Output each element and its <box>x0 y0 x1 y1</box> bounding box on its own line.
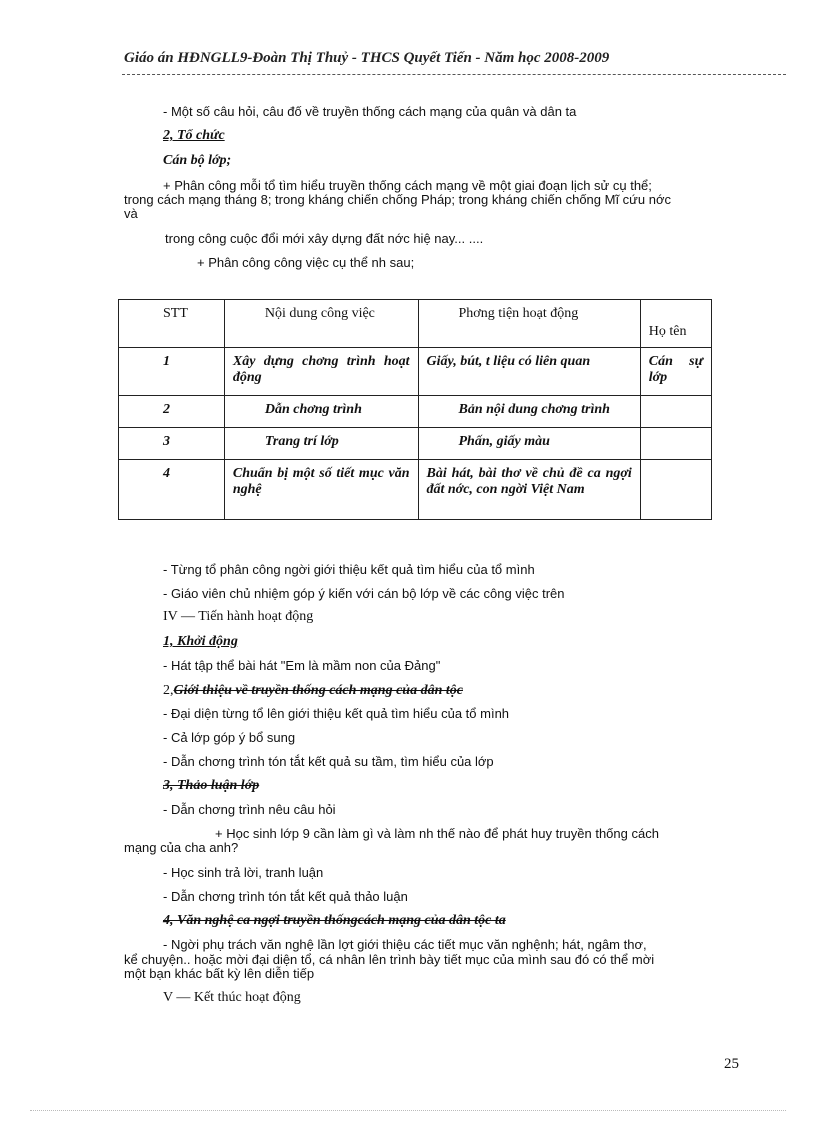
table-cell: 3 <box>119 428 225 460</box>
table-cell <box>640 396 711 428</box>
table-cell: 4 <box>119 460 225 520</box>
text-line: và <box>124 206 138 221</box>
table-header-cell: STT <box>119 300 225 348</box>
header-divider <box>122 74 786 75</box>
text-line: - Đại diện từng tổ lên giới thiệu kết quả tìm hiểu của tổ mình <box>163 706 510 721</box>
section-heading: 1, Khởi động <box>163 634 238 649</box>
section-number: 2, <box>163 683 174 698</box>
table-header-cell: Nội dung công việc <box>224 300 418 348</box>
section-heading: IV — Tiến hành hoạt động <box>163 609 314 624</box>
table-header-cell: Phơng tiện hoạt động <box>418 300 640 348</box>
section-heading: 2, Tổ chức <box>163 128 225 143</box>
table-row <box>119 460 712 520</box>
table-cell <box>640 428 711 460</box>
table-cell: Phấn, giấy màu <box>418 428 640 460</box>
section-heading: 3, Thảo luận lớp <box>163 778 260 793</box>
table-row <box>119 348 712 396</box>
table-row <box>119 428 712 460</box>
table-cell: Cán sự lớp <box>640 348 711 396</box>
section-heading: 4, Văn nghệ ca ngợi truyền thốngcách mạng của dân tộc ta <box>163 913 506 928</box>
text-line: - Một số câu hỏi, câu đố về truyền thống cách mạng của quân và dân ta <box>163 104 577 119</box>
page-header: Giáo án HĐNGLL9-Đoàn Thị Thuỷ - THCS Quyết Tiến - Năm học 2008-2009 <box>124 50 610 66</box>
table-cell: Trang trí lớp <box>224 428 418 460</box>
table-cell: Chuẩn bị một số tiết mục văn nghệ <box>224 460 418 520</box>
text-line: trong công cuộc đổi mới xây dựng đất nớc hiệ nay... .... <box>165 231 484 246</box>
assignment-table <box>118 299 712 520</box>
text-line: + Phân công mỗi tổ tìm hiểu truyền thống cách mạng về một giai đoạn lịch sử cụ thể; <box>163 178 652 193</box>
text-line: - Cả lớp góp ý bổ sung <box>163 730 296 745</box>
text-line: - Giáo viên chủ nhiệm góp ý kiến với cán bộ lớp về các công việc trên <box>163 586 565 601</box>
text-line: kể chuyện.. hoặc mời đại diện tổ, cá nhân lên trình bày tiết mục của mình sau đó có thể mời <box>124 952 655 967</box>
text-line: - Từng tổ phân công ngời giới thiệu kết quả tìm hiểu của tổ mình <box>163 562 535 577</box>
table-cell <box>640 460 711 520</box>
text-line: một bạn khác bất kỳ lên diễn tiếp <box>124 966 315 981</box>
section-heading: V — Kết thúc hoạt động <box>163 990 301 1005</box>
table-cell: 1 <box>119 348 225 396</box>
table-header-row <box>119 300 712 348</box>
text-line: - Dẫn chơng trình tón tắt kết quả su tầm, tìm hiểu của lớp <box>163 754 494 769</box>
text-line: - Dẫn chơng trình nêu câu hỏi <box>163 802 336 817</box>
sub-heading: Cán bộ lớp; <box>163 153 232 168</box>
table-cell: Bài hát, bài thơ về chủ đề ca ngợi đất nớc, con ngời Việt Nam <box>418 460 640 520</box>
text-line: - Dẫn chơng trình tón tắt kết quả thảo luận <box>163 889 408 904</box>
text-line: + Học sinh lớp 9 cần làm gì và làm nh thế nào để phát huy truyền thống cách <box>215 826 659 841</box>
table-cell: Bản nội dung chơng trình <box>418 396 640 428</box>
text-line: mạng của cha anh? <box>124 840 239 855</box>
table-cell: 2 <box>119 396 225 428</box>
text-line: + Phân công công việc cụ thể nh sau; <box>197 255 415 270</box>
table-cell: Giấy, bút, t liệu có liên quan <box>418 348 640 396</box>
text-line: trong cách mạng tháng 8; trong kháng chiến chống Pháp; trong kháng chiến chống Mĩ cứu nớc <box>124 192 671 207</box>
table-cell: Dẫn chơng trình <box>224 396 418 428</box>
text-line: - Hát tập thể bài hát "Em là mầm non của Đảng" <box>163 658 441 673</box>
footer-divider <box>30 1110 786 1111</box>
table-header-cell: Họ tên <box>640 300 711 348</box>
text-line: - Học sinh trả lời, tranh luận <box>163 865 324 880</box>
section-heading: Giới thiệu về truyền thống cách mạng của dân tộc <box>173 683 463 698</box>
text-line: - Ngời phụ trách văn nghệ lần lợt giới thiệu các tiết mục văn nghệnh; hát, ngâm thơ, <box>163 937 647 952</box>
table-cell: Xây dựng chơng trình hoạt động <box>224 348 418 396</box>
page-number: 25 <box>724 1056 739 1072</box>
section-heading-row <box>163 682 463 699</box>
table-row <box>119 396 712 428</box>
